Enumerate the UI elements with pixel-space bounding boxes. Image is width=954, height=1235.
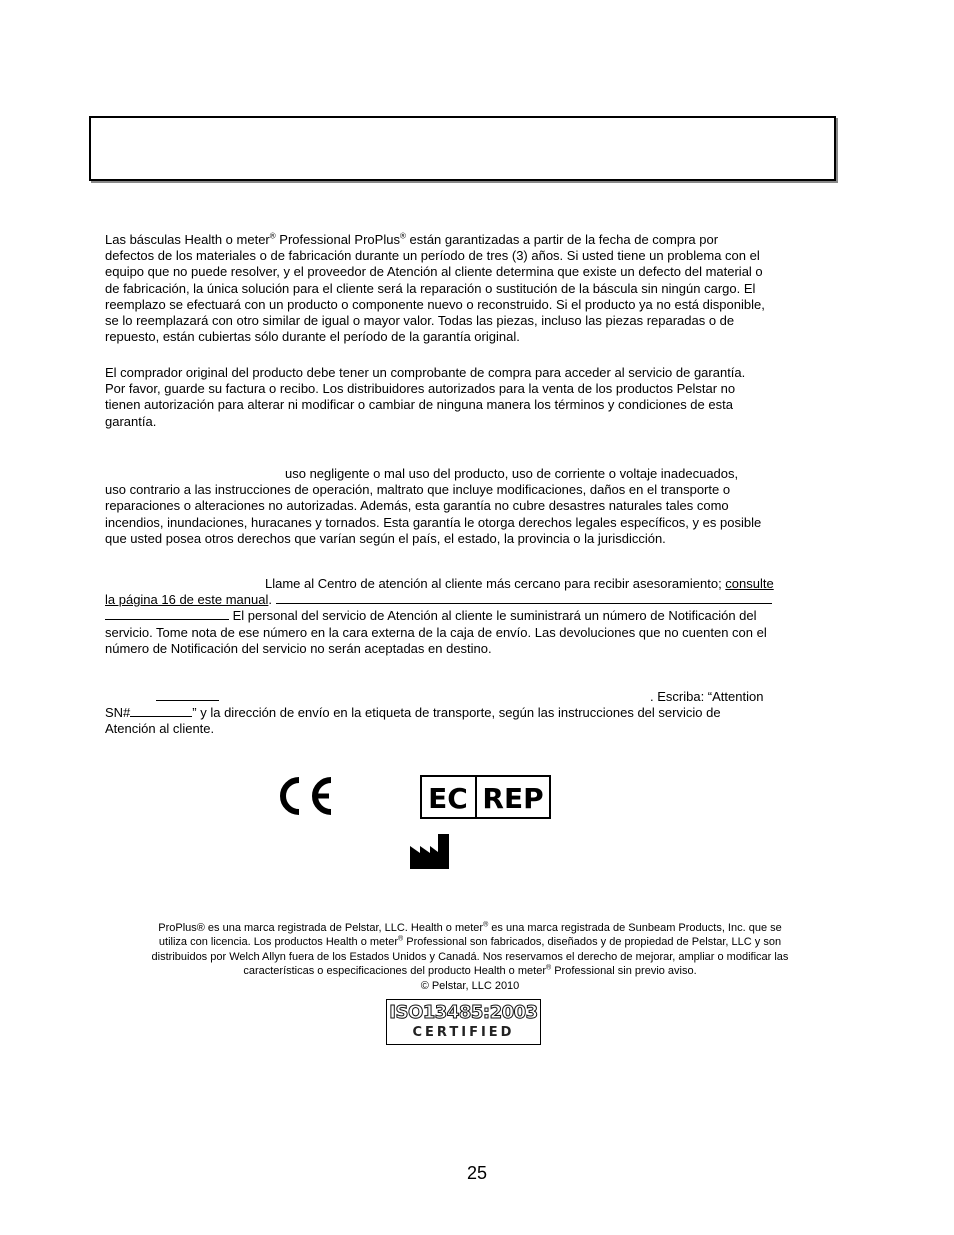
ec-rep-icon <box>420 775 551 819</box>
copyright-line: © Pelstar, LLC 2010 <box>420 979 520 992</box>
warranty-p2-line: El comprador original del producto debe tener un comprobante de compra para acceder al servicio de garantía. <box>105 365 746 380</box>
warranty-p1-line: reemplazo se efectuará con un producto o componente nuevo o reconstruido. Si el producto ya no está disponible, <box>105 296 765 312</box>
section-title-box <box>89 116 836 181</box>
warranty-paragraph-1 <box>105 232 825 345</box>
warranty-p3-line: incendios, inundaciones, huracanes y tornados. Esta garantía le otorga derechos legales específicos, y es posible <box>105 514 762 530</box>
warranty-p2-line: Por favor, guarde su factura o recibo. Los distribuidores autorizados para la venta de los productos Pelstar no <box>105 381 736 397</box>
iso-badge-certified: CERTIFIED <box>412 1025 515 1040</box>
trademark-line: distribuidos por Welch Allyn fuera de los Estados Unidos y Canadá. Nos reservamos el derecho de mejorar, ampliar o modificar las <box>151 950 789 963</box>
blank-line <box>105 608 229 620</box>
warranty-p4-line: El personal del servicio de Atención al cliente le suministrará un número de Notificación del <box>105 608 825 624</box>
warranty-p5-line: SN# ” y la dirección de envío en la etiqueta de transporte, según las instrucciones del servicio de <box>105 705 721 721</box>
manufacturer-icon <box>409 833 450 870</box>
warranty-p4-line: Llame al Centro de atención al cliente más cercano para recibir asesoramiento; consulte <box>265 576 774 591</box>
blank-line <box>276 592 772 604</box>
iso-certified-badge <box>386 999 541 1045</box>
warranty-p2-line: tienen autorización para alterar ni modificar o cambiar de ninguna manera los términos y condiciones de esta <box>105 397 733 413</box>
warranty-p3-line: reparaciones o alteraciones no autorizadas. Además, esta garantía no cubre desastres naturales tales como <box>105 498 729 514</box>
warranty-p1-line: defectos de los materiales o de fabricación durante un período de tres (3) años. Si usted tiene un problema con el <box>105 248 760 264</box>
warranty-p1-line: equipo que no puede resolver, y el proveedor de Atención al cliente determina que existe un defecto del material o <box>105 264 763 280</box>
blank-line <box>130 705 192 717</box>
manual-page-link[interactable]: la página 16 de este manual <box>105 592 269 608</box>
warranty-paragraph-3 <box>105 466 825 547</box>
trademark-notice <box>100 921 840 993</box>
warranty-p1-line: Las básculas Health o meter® Professional ProPlus® están garantizadas a partir de la fecha de compra por <box>105 231 719 247</box>
warranty-p2-line: garantía. <box>105 413 157 429</box>
warranty-p3-line: uso contrario a las instrucciones de operación, maltrato que incluye modificaciones, daños en el transporte o <box>105 482 731 498</box>
manual-page-link[interactable]: consulte <box>725 576 774 591</box>
iso-badge-standard: ISO13485:2003 <box>389 1002 538 1023</box>
ec-rep-label-left: EC <box>428 782 468 815</box>
warranty-p1-line: se lo reemplazará con otro similar de igual o mayor valor. Todas las piezas, incluso las piezas reparadas o de <box>105 313 735 329</box>
warranty-p1-line: de fabricación, la única solución para el cliente será la reparación o sustitución de la báscula sin ningún cargo. El <box>105 280 756 296</box>
blank-line <box>156 689 219 701</box>
warranty-p3-line: uso negligente o mal uso del producto, uso de corriente o voltaje inadecuados, <box>285 466 739 481</box>
warranty-p5-line: . Escriba: “Attention <box>105 689 825 705</box>
trademark-line: ProPlus® es una marca registrada de Pelstar, LLC. Health o meter® es una marca registrada de Sunbeam Products, Inc. que se <box>158 921 782 934</box>
warranty-paragraph-2 <box>105 365 825 430</box>
trademark-line: características o especificaciones del producto Health o meter® Professional sin previo aviso. <box>243 964 697 978</box>
trademark-line: utiliza con licencia. Los productos Health o meter® Professional son fabricados, diseñados y de propiedad de Pelstar, LLC y son <box>158 935 782 949</box>
warranty-p3-line: que usted posea otros derechos que varían según el país, el estado, la provincia o la jurisdicción. <box>105 530 666 546</box>
warranty-paragraph-5 <box>105 689 825 738</box>
warranty-p4-line: número de Notificación del servicio no serán aceptadas en destino. <box>105 640 492 656</box>
warranty-paragraph-4 <box>105 576 825 657</box>
warranty-p1-line: repuesto, están cubiertas sólo durante el período de la garantía original. <box>105 329 520 345</box>
page-number: 25 <box>466 1163 488 1183</box>
ce-mark-icon <box>277 776 335 816</box>
warranty-p4-line: la página 16 de este manual. <box>105 592 825 608</box>
warranty-p5-line: Atención al cliente. <box>105 721 215 737</box>
warranty-p4-line: servicio. Tome nota de ese número en la cara externa de la caja de envío. Las devoluciones que no cuenten con el <box>105 624 767 640</box>
ec-rep-label-right: REP <box>482 782 544 815</box>
